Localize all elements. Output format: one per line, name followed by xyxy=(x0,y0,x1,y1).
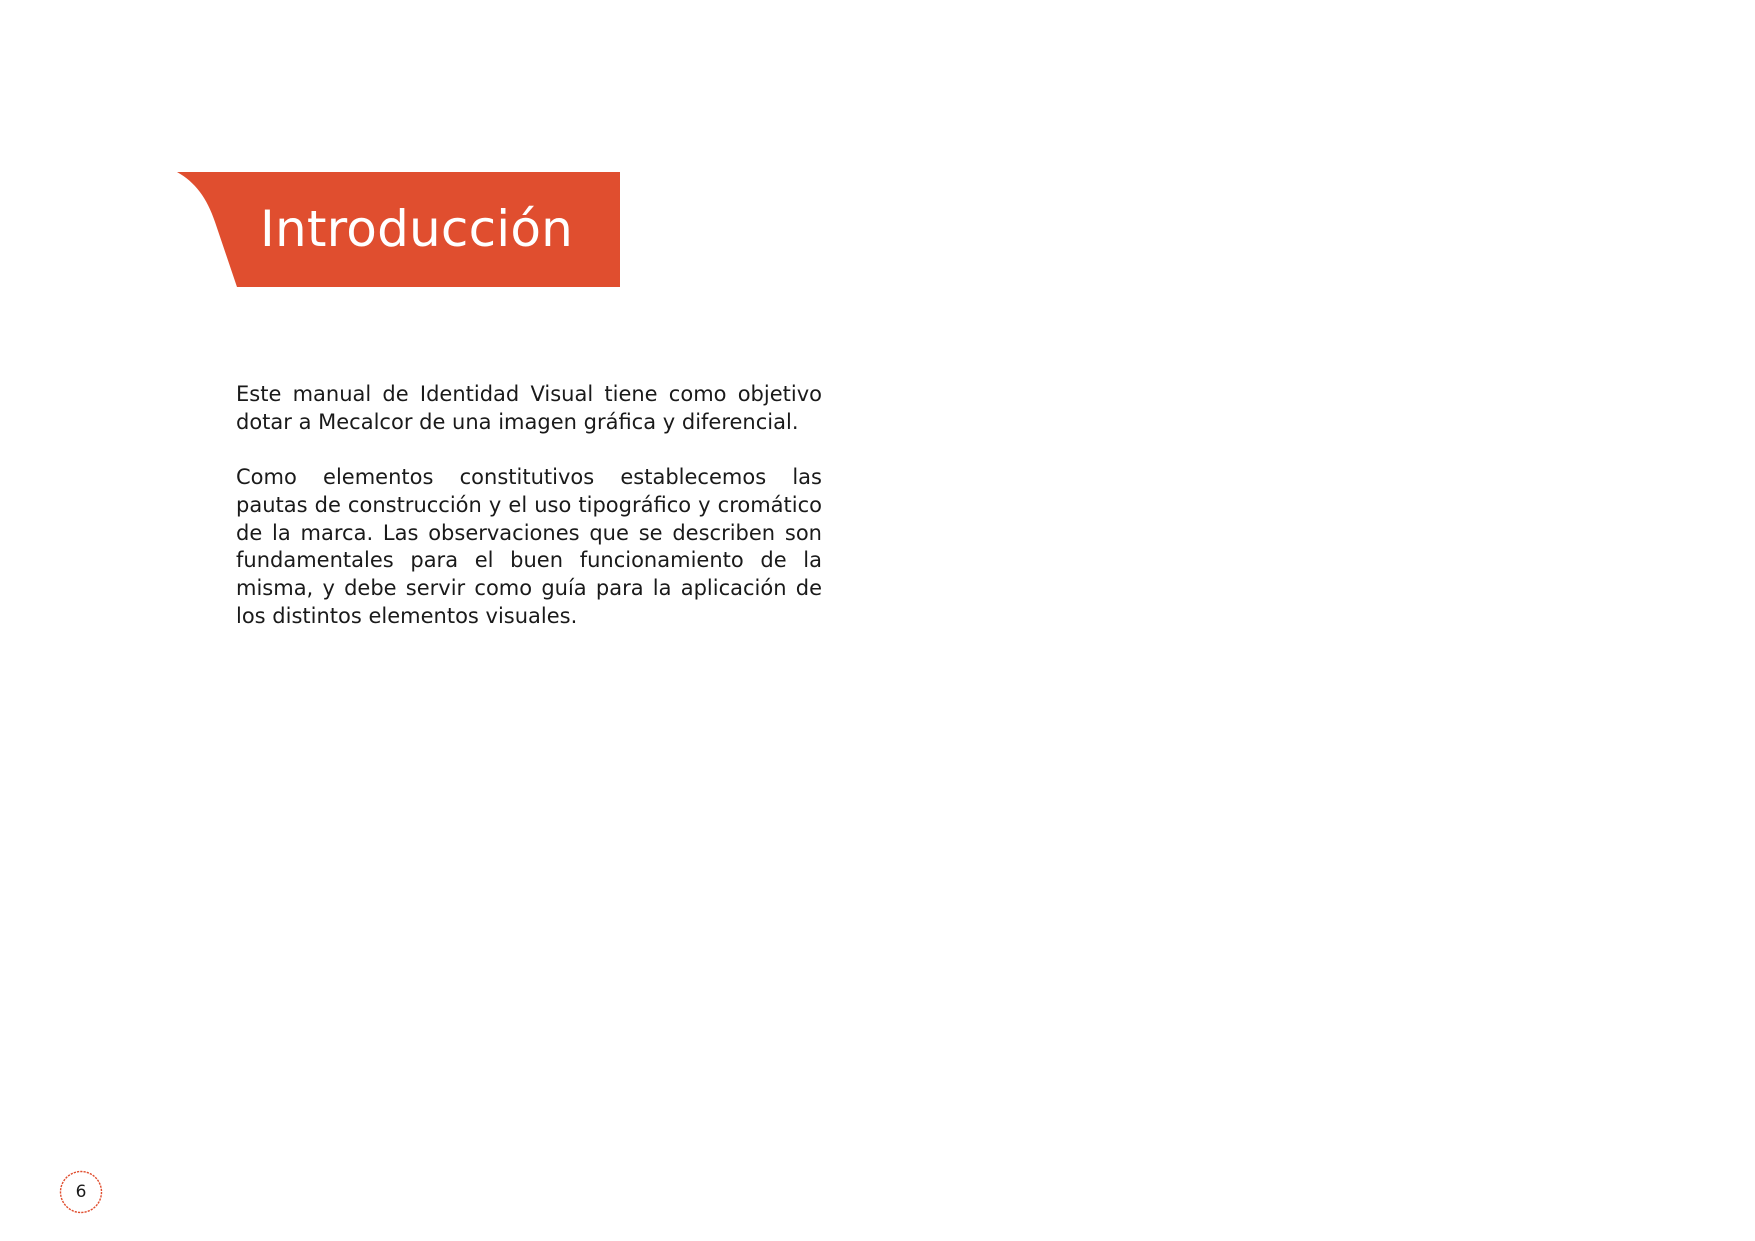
intro-text xyxy=(236,381,822,658)
title-banner xyxy=(177,172,620,287)
page-number: 6 xyxy=(75,1182,87,1202)
page-title: Introducción xyxy=(260,200,574,258)
paragraph-1: Este manual de Identidad Visual tiene como objetivo dotar a Mecalcor de una imagen gráfica y diferencial. xyxy=(236,382,822,434)
paragraph-2: Como elementos constitutivos establecemos las pautas de construcción y el uso tipográfico y cromático de la marca. Las observaciones que se describen son fundamentales para el buen funcionamiento de la misma, y debe servir como guía para la aplicación de los distintos elementos visuales. xyxy=(236,465,822,628)
page-number-badge xyxy=(58,1169,104,1215)
